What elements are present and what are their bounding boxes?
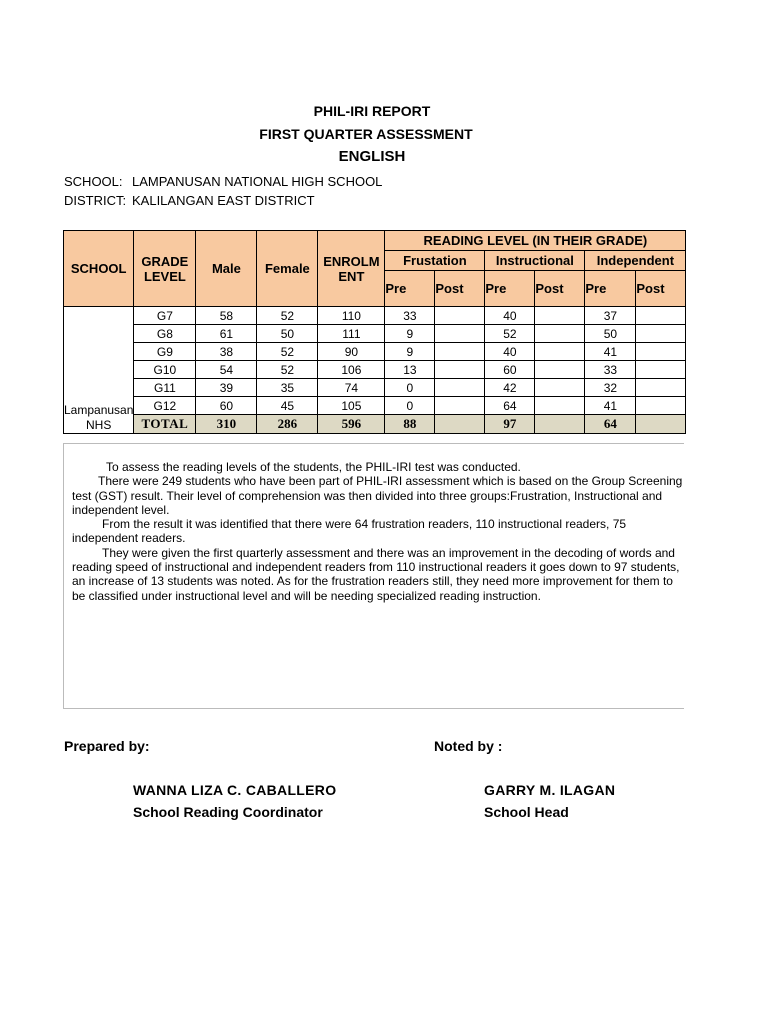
school-line [64, 174, 382, 189]
table-row [64, 397, 686, 415]
header-fr-pre: Pre [385, 271, 435, 307]
report-subject: ENGLISH [338, 148, 406, 165]
header-frustation: Frustation [385, 251, 485, 271]
in-post-cell [535, 397, 585, 415]
in-pre-cell: 52 [485, 325, 535, 343]
total-id-post [636, 415, 686, 434]
header-in-post: Post [535, 271, 585, 307]
enrol-cell: 90 [318, 343, 385, 361]
header-female: Female [257, 231, 318, 307]
header-male: Male [196, 231, 257, 307]
female-cell: 45 [257, 397, 318, 415]
narrative-box [63, 443, 684, 709]
male-cell: 58 [196, 307, 257, 325]
total-in-post [535, 415, 585, 434]
enrol-cell: 110 [318, 307, 385, 325]
male-cell: 39 [196, 379, 257, 397]
prepared-by-name: WANNA LIZA C. CABALLERO [133, 782, 337, 798]
fr-pre-cell: 9 [385, 325, 435, 343]
fr-post-cell [435, 343, 485, 361]
male-cell: 54 [196, 361, 257, 379]
header-id-post: Post [636, 271, 686, 307]
enrol-cell: 111 [318, 325, 385, 343]
female-cell: 52 [257, 343, 318, 361]
fr-post-cell [435, 361, 485, 379]
id-pre-cell: 37 [585, 307, 636, 325]
in-post-cell [535, 343, 585, 361]
header-id-pre: Pre [585, 271, 636, 307]
narrative-paragraph: To assess the reading levels of the students, the PHIL-IRI test was conducted. [106, 460, 521, 474]
id-pre-cell: 33 [585, 361, 636, 379]
school-value: LAMPANUSAN NATIONAL HIGH SCHOOL [132, 174, 383, 189]
header-independent: Independent [585, 251, 686, 271]
total-male: 310 [196, 415, 257, 434]
report-title: PHIL-IRI REPORT [313, 103, 431, 119]
total-label: TOTAL [134, 415, 196, 434]
report-subtitle: FIRST QUARTER ASSESSMENT [259, 126, 473, 142]
male-cell: 38 [196, 343, 257, 361]
header-school: SCHOOL [64, 231, 134, 307]
school-label: SCHOOL: [64, 174, 123, 189]
enrol-cell: 106 [318, 361, 385, 379]
header-enrolment: ENROLM ENT [318, 231, 385, 307]
id-pre-cell: 32 [585, 379, 636, 397]
male-cell: 61 [196, 325, 257, 343]
header-in-pre: Pre [485, 271, 535, 307]
table-row [64, 379, 686, 397]
total-in-pre: 97 [485, 415, 535, 434]
district-line [64, 193, 315, 208]
id-post-cell [636, 397, 686, 415]
fr-post-cell [435, 397, 485, 415]
id-pre-cell: 41 [585, 343, 636, 361]
in-post-cell [535, 361, 585, 379]
prepared-by-label: Prepared by: [64, 738, 150, 754]
in-pre-cell: 40 [485, 307, 535, 325]
total-enrol: 596 [318, 415, 385, 434]
in-pre-cell: 40 [485, 343, 535, 361]
table-row [64, 307, 686, 325]
enrol-cell: 105 [318, 397, 385, 415]
fr-pre-cell: 13 [385, 361, 435, 379]
prepared-by-role: School Reading Coordinator [133, 804, 323, 820]
total-fr-post [435, 415, 485, 434]
narrative-paragraph: From the result it was identified that there were 64 frustration readers, 110 instructional readers, 75 independent readers. [72, 517, 627, 546]
district-value: KALILANGAN EAST DISTRICT [132, 193, 315, 208]
fr-pre-cell: 33 [385, 307, 435, 325]
in-pre-cell: 64 [485, 397, 535, 415]
fr-post-cell [435, 325, 485, 343]
male-cell: 60 [196, 397, 257, 415]
id-post-cell [636, 307, 686, 325]
id-post-cell [636, 325, 686, 343]
in-post-cell [535, 307, 585, 325]
total-fr-pre: 88 [385, 415, 435, 434]
id-post-cell [636, 343, 686, 361]
fr-post-cell [435, 307, 485, 325]
narrative-paragraph: They were given the first quarterly assessment and there was an improvement in the decoding of words and reading speed of instructional and independent readers from 110 instructional readers it goes down to 97 students, an increase of 13 students was noted. As for the frustration readers still, they need more improvement for them to be classified under instructional level and will be needing specialized reading instruction. [72, 545, 680, 603]
fr-pre-cell: 0 [385, 379, 435, 397]
fr-post-cell [435, 379, 485, 397]
noted-by-name: GARRY M. ILAGAN [484, 782, 616, 798]
noted-by-label: Noted by : [434, 738, 503, 754]
grade-cell: G9 [134, 343, 196, 361]
reading-level-table [63, 230, 686, 434]
in-post-cell [535, 379, 585, 397]
table-row [64, 343, 686, 361]
female-cell: 35 [257, 379, 318, 397]
grade-cell: G8 [134, 325, 196, 343]
table-row [64, 325, 686, 343]
total-id-pre: 64 [585, 415, 636, 434]
total-row [64, 415, 686, 434]
female-cell: 50 [257, 325, 318, 343]
id-post-cell [636, 361, 686, 379]
header-grade-level: GRADE LEVEL [134, 231, 196, 307]
grade-cell: G12 [134, 397, 196, 415]
noted-by-role: School Head [484, 804, 569, 820]
district-label: DISTRICT: [64, 193, 127, 208]
school-name-cell: Lampanusan NHS [64, 307, 134, 434]
enrol-cell: 74 [318, 379, 385, 397]
total-female: 286 [257, 415, 318, 434]
grade-cell: G7 [134, 307, 196, 325]
in-pre-cell: 42 [485, 379, 535, 397]
in-post-cell [535, 325, 585, 343]
header-fr-post: Post [435, 271, 485, 307]
id-post-cell [636, 379, 686, 397]
id-pre-cell: 50 [585, 325, 636, 343]
fr-pre-cell: 9 [385, 343, 435, 361]
grade-cell: G11 [134, 379, 196, 397]
id-pre-cell: 41 [585, 397, 636, 415]
narrative-paragraph: There were 249 students who have been part of PHIL-IRI assessment which is based on the Group Screening test (GST) result. Their level of comprehension was then divided into three groups:Frustration, Instructional and independent level. [72, 474, 683, 517]
header-reading-level: READING LEVEL (IN THEIR GRADE) [385, 231, 686, 251]
header-instructional: Instructional [485, 251, 585, 271]
female-cell: 52 [257, 361, 318, 379]
grade-cell: G10 [134, 361, 196, 379]
fr-pre-cell: 0 [385, 397, 435, 415]
in-pre-cell: 60 [485, 361, 535, 379]
table-row [64, 361, 686, 379]
female-cell: 52 [257, 307, 318, 325]
